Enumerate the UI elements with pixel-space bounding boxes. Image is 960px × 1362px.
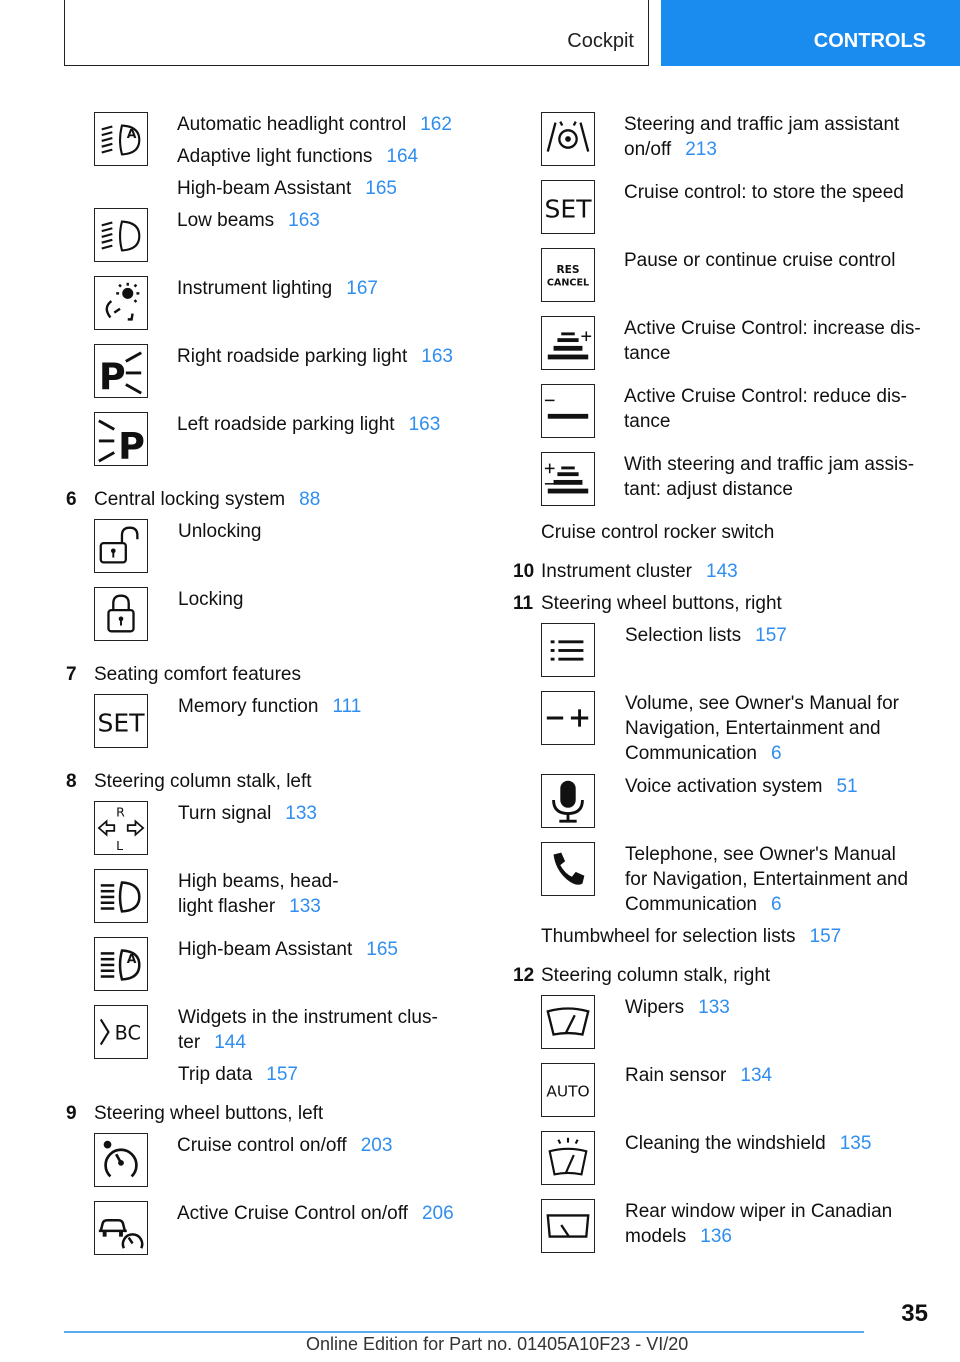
- locking-label: Locking: [178, 589, 244, 610]
- section-number-10: 10: [513, 561, 535, 582]
- page-link[interactable]: 133: [289, 896, 321, 917]
- telephone-label: [625, 842, 908, 917]
- instrument-lighting-icon: [94, 276, 148, 330]
- page-link[interactable]: 144: [214, 1032, 246, 1053]
- active-cruise-control-icon: [94, 1201, 148, 1255]
- item-text: Steering and traffic jam assistant: [624, 114, 900, 135]
- volume-label: [625, 691, 899, 766]
- instrument-cluster-label: [541, 559, 738, 584]
- icon-text: SET: [544, 194, 592, 224]
- item-text: Active Cruise Control: reduce dis-: [624, 386, 907, 407]
- stalk-right-label: Steering column stalk, right: [541, 965, 771, 986]
- auto-icon: [541, 1063, 595, 1117]
- distance-reduce-icon: [541, 384, 595, 438]
- item-text: tant: adjust distance: [624, 479, 793, 500]
- page-link[interactable]: 88: [299, 489, 321, 510]
- icon-text: R: [116, 804, 125, 820]
- rear-wiper-label: [625, 1199, 892, 1249]
- page-link[interactable]: 165: [365, 178, 397, 199]
- high-beam-assistant-label: [177, 176, 397, 201]
- section-number-6: 6: [66, 489, 77, 510]
- telephone-icon: [541, 842, 595, 896]
- cruise-control-label: [177, 1133, 392, 1158]
- page-link[interactable]: 165: [366, 939, 398, 960]
- section-number-9: 9: [66, 1103, 77, 1124]
- page-number: 35: [901, 1300, 928, 1327]
- header-chapter-title: CONTROLS: [813, 30, 926, 52]
- voice-activation-icon: [541, 774, 595, 828]
- bc-icon: [94, 1005, 148, 1059]
- res-cancel-label: Pause or continue cruise control: [624, 250, 896, 271]
- active-cruise-control-label: [177, 1201, 454, 1226]
- instrument-lighting-label: [177, 276, 378, 301]
- seating-comfort-label: Seating comfort features: [94, 664, 301, 685]
- right-parking-light-icon: [94, 344, 148, 398]
- section-number-8: 8: [66, 771, 77, 792]
- high-beams-label: [178, 869, 339, 919]
- rain-sensor-label: [625, 1063, 772, 1088]
- wipers-label: [625, 995, 730, 1020]
- unlock-icon: [94, 519, 148, 573]
- item-text: tance: [624, 411, 671, 432]
- item-text: Cleaning the windshield: [625, 1133, 826, 1154]
- cruise-control-icon: [94, 1133, 148, 1187]
- svg-text:A: A: [126, 126, 137, 142]
- item-text: Left roadside parking light: [177, 414, 395, 435]
- windshield-washer-icon: [541, 1131, 595, 1185]
- item-text: Rain sensor: [625, 1065, 727, 1086]
- icon-text: AUTO: [546, 1082, 590, 1101]
- page-link[interactable]: 163: [408, 414, 441, 435]
- item-text: Telephone, see Owner's Manual: [625, 844, 896, 865]
- svg-text:P: P: [98, 355, 126, 397]
- page-link[interactable]: 203: [360, 1135, 393, 1156]
- selection-lists-icon: [541, 623, 595, 677]
- item-text: Cruise control on/off: [177, 1135, 347, 1156]
- item-text: Selection lists: [625, 625, 742, 646]
- page-link[interactable]: 6: [771, 743, 782, 764]
- item-text: Active Cruise Control: increase dis-: [624, 318, 921, 339]
- page-link[interactable]: 136: [700, 1226, 732, 1247]
- page-link[interactable]: 167: [346, 278, 378, 299]
- item-text: Wipers: [625, 997, 685, 1018]
- section-number-7: 7: [66, 664, 77, 685]
- wheel-buttons-right-label: Steering wheel buttons, right: [541, 593, 782, 614]
- page-link[interactable]: 164: [386, 146, 419, 167]
- wheel-buttons-left-label: Steering wheel buttons, left: [94, 1103, 324, 1124]
- high-beams-icon: [94, 869, 148, 923]
- page-link[interactable]: 133: [698, 997, 730, 1018]
- distance-reduce-label: [624, 384, 907, 434]
- adaptive-light-label: [177, 144, 418, 169]
- cruise-set-icon: [541, 180, 595, 234]
- wipers-icon: [541, 995, 595, 1049]
- thumbwheel-label: [541, 924, 841, 949]
- item-text: Rear window wiper in Canadian: [625, 1201, 893, 1222]
- item-text: With steering and traffic jam assis-: [624, 454, 915, 475]
- memory-function-label: [178, 694, 361, 719]
- header-section-box: [64, 0, 649, 66]
- item-text: on/off: [624, 139, 672, 160]
- icon-text: L: [116, 838, 124, 854]
- turn-signal-icon: [94, 801, 148, 855]
- central-locking-label: [94, 487, 320, 512]
- automatic-headlight-label: [177, 112, 452, 137]
- section-number-12: 12: [513, 965, 535, 986]
- distance-adjust-label: [624, 452, 914, 502]
- item-text: Memory function: [178, 696, 319, 717]
- steering-assistant-label: [624, 112, 899, 162]
- page-link[interactable]: 157: [755, 625, 787, 646]
- item-text: models: [625, 1226, 687, 1247]
- item-text: ter: [178, 1032, 201, 1053]
- icon-text: RES: [556, 264, 580, 277]
- distance-increase-label: [624, 316, 921, 366]
- set-icon: [94, 694, 148, 748]
- item-text: Trip data: [178, 1064, 253, 1085]
- page-link[interactable]: 162: [420, 114, 452, 135]
- distance-adjust-icon: [541, 452, 595, 506]
- low-beams-icon: [94, 208, 148, 262]
- footer-divider: [64, 1331, 864, 1333]
- svg-text:P: P: [118, 425, 145, 465]
- steering-assistant-icon: [541, 112, 595, 166]
- page-link[interactable]: 143: [706, 561, 738, 582]
- item-text: tance: [624, 343, 671, 364]
- automatic-headlight-icon: [94, 112, 148, 166]
- high-beam-assistant-2-label: [178, 937, 398, 962]
- distance-increase-icon: [541, 316, 595, 370]
- page-link[interactable]: 51: [836, 776, 858, 797]
- stalk-left-label: Steering column stalk, left: [94, 771, 312, 792]
- header-chapter-tab: [661, 0, 960, 66]
- cleaning-windshield-label: [625, 1131, 871, 1156]
- high-beam-assistant-icon: [94, 937, 148, 991]
- page-link[interactable]: 134: [740, 1065, 773, 1086]
- right-parking-light-label: [177, 344, 453, 369]
- page-link[interactable]: 157: [266, 1064, 298, 1085]
- page-link[interactable]: 206: [421, 1203, 454, 1224]
- item-text: Communication: [625, 894, 757, 915]
- item-text: light flasher: [178, 896, 276, 917]
- item-text: High-beam Assistant: [177, 178, 352, 199]
- lock-icon: [94, 587, 148, 641]
- item-text: Low beams: [177, 210, 275, 231]
- item-text: Instrument cluster: [541, 561, 692, 582]
- section-number-11: 11: [513, 593, 534, 614]
- cruise-set-label: Cruise control: to store the speed: [624, 182, 904, 203]
- svg-text:A: A: [126, 951, 137, 967]
- item-text: Widgets in the instrument clus-: [178, 1007, 438, 1028]
- low-beams-label: [177, 208, 320, 233]
- left-parking-light-label: [177, 412, 440, 437]
- item-text: Instrument lighting: [177, 278, 333, 299]
- widgets-label: [178, 1005, 438, 1055]
- item-text: Thumbwheel for selection lists: [541, 926, 796, 947]
- item-text: Turn signal: [178, 803, 272, 824]
- unlocking-label: Unlocking: [178, 521, 262, 542]
- page-link[interactable]: 135: [839, 1133, 872, 1154]
- turn-signal-label: [178, 801, 317, 826]
- header-section-title: Cockpit: [567, 30, 634, 52]
- item-text: Right roadside parking light: [177, 346, 408, 367]
- item-text: High-beam Assistant: [178, 939, 353, 960]
- rocker-switch-label: Cruise control rocker switch: [541, 522, 775, 543]
- left-parking-light-icon: [94, 412, 148, 466]
- page-link[interactable]: 163: [421, 346, 453, 367]
- page-link[interactable]: 163: [288, 210, 320, 231]
- footer-edition: Online Edition for Part no. 01405A10F23 - VI/20: [306, 1334, 689, 1354]
- item-text: Voice activation system: [625, 776, 823, 797]
- item-text: Volume, see Owner's Manual for: [625, 693, 899, 714]
- rear-wiper-icon: [541, 1199, 595, 1253]
- page-link[interactable]: 157: [809, 926, 842, 947]
- page-link[interactable]: 133: [285, 803, 317, 824]
- item-text: Automatic headlight control: [177, 114, 407, 135]
- trip-data-label: [178, 1062, 298, 1087]
- icon-text: BC: [114, 1021, 141, 1045]
- item-text: for Navigation, Entertainment and: [625, 869, 909, 890]
- page-link[interactable]: 111: [332, 696, 362, 717]
- volume-icon: [541, 691, 595, 745]
- page-link[interactable]: 6: [771, 894, 782, 915]
- icon-text: CANCEL: [546, 277, 590, 289]
- item-text: Navigation, Entertainment and: [625, 718, 881, 739]
- page-link[interactable]: 213: [685, 139, 717, 160]
- item-text: Active Cruise Control on/off: [177, 1203, 408, 1224]
- item-text: High beams, head-: [178, 871, 339, 892]
- voice-activation-label: [625, 774, 858, 799]
- res-cancel-icon: [541, 248, 595, 302]
- item-text: Adaptive light functions: [177, 146, 373, 167]
- item-text: Central locking system: [94, 489, 286, 510]
- selection-lists-label: [625, 623, 787, 648]
- icon-text: SET: [97, 708, 145, 738]
- item-text: Communication: [625, 743, 757, 764]
